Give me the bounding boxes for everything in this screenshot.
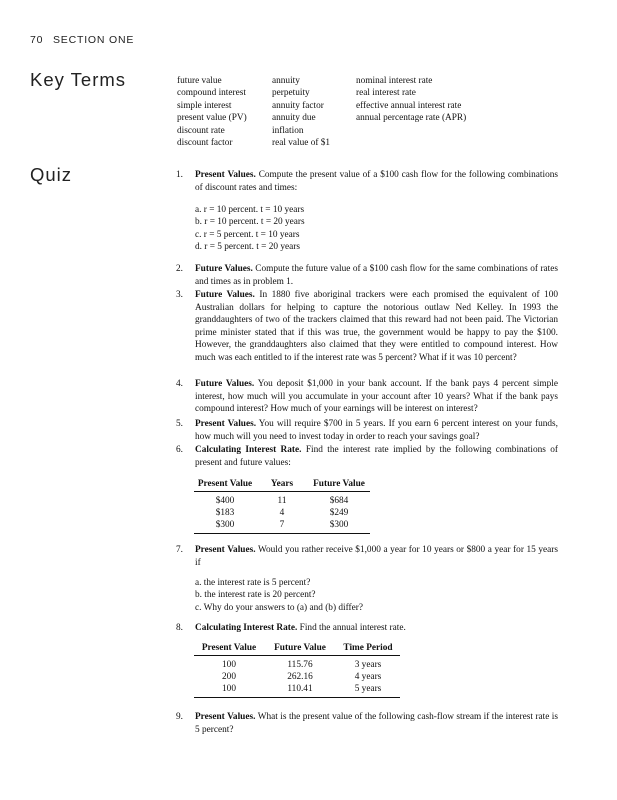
- question-label: Future Values.: [195, 264, 253, 274]
- term: effective annual interest rate: [356, 100, 462, 111]
- table-row: [194, 671, 400, 683]
- table-row: [194, 507, 370, 519]
- term: discount rate: [177, 125, 225, 136]
- question-label: Future Values.: [195, 290, 255, 300]
- question-label: Present Values.: [195, 419, 257, 429]
- list-item: a. the interest rate is 5 percent?: [195, 578, 311, 588]
- table-cell: 5 years: [336, 683, 400, 697]
- question-3: [176, 289, 558, 365]
- term: compound interest: [177, 88, 246, 99]
- term: inflation: [272, 125, 304, 136]
- table-cell: 200: [222, 672, 236, 683]
- running-head: [30, 34, 134, 46]
- list-item: a. r = 10 percent. t = 10 years: [195, 205, 305, 215]
- term: future value: [177, 76, 222, 86]
- question-text: Compute the present value of a $100 cash flow for the following combinations of discount rates and times:: [195, 170, 558, 193]
- question-label: Calculating Interest Rate.: [195, 445, 302, 455]
- question-text: You deposit $1,000 in your bank account. If the bank pays 4 percent simple interest, how much will you accumulate in your account after 10 years? What if the bank pays compound interest? How much of your earnings will be interest on interest?: [195, 379, 558, 415]
- table-cell: 7: [256, 519, 308, 533]
- term: annuity: [272, 76, 300, 86]
- question-1: [176, 169, 558, 194]
- question-number: 5.: [176, 419, 183, 429]
- column-header: Present Value: [194, 478, 256, 492]
- section-label: SECTION ONE: [53, 34, 135, 46]
- term: simple interest: [177, 100, 232, 111]
- table-row: [194, 656, 400, 672]
- question-7-items: [195, 577, 363, 614]
- question-6: [176, 444, 558, 469]
- question-text: Find the annual interest rate.: [299, 623, 406, 633]
- question-text: Would you rather receive $1,000 a year for 10 years or $800 a year for 15 years if: [195, 545, 559, 568]
- question-label: Present Values.: [195, 170, 256, 180]
- term: perpetuity: [272, 88, 310, 99]
- question-text: Compute the future value of a $100 cash flow for the same combinations of rates and times as in problem 1.: [195, 264, 558, 287]
- question-number: 8.: [176, 623, 183, 633]
- question-number: 2.: [176, 264, 183, 274]
- question-label: Future Values.: [195, 379, 255, 389]
- column-header: Future Value: [264, 642, 336, 656]
- table-cell: $300: [308, 519, 370, 533]
- table-cell: 100: [222, 660, 236, 670]
- term: annuity due: [272, 113, 316, 124]
- column-header: Years: [256, 478, 308, 492]
- table-cell: $300: [194, 519, 256, 533]
- table-cell: 3 years: [354, 660, 382, 670]
- column-header: Present Value: [194, 642, 264, 656]
- question-label: Calculating Interest Rate.: [195, 623, 298, 633]
- term: real interest rate: [356, 88, 416, 99]
- term: present value (PV): [177, 113, 247, 124]
- term: annual percentage rate (APR): [356, 113, 467, 124]
- question-label: Present Values.: [195, 712, 256, 722]
- question-6-table: [194, 478, 370, 534]
- term: annuity factor: [272, 100, 324, 111]
- question-8: [176, 622, 558, 635]
- table-cell: 11: [277, 496, 287, 506]
- column-header: Time Period: [336, 642, 400, 656]
- table-row: [194, 519, 370, 533]
- table-cell: $684: [329, 496, 349, 506]
- term: real value of $1: [272, 138, 331, 149]
- list-item: b. r = 10 percent. t = 20 years: [195, 217, 305, 228]
- question-5: [176, 418, 558, 443]
- question-number: 3.: [176, 290, 183, 300]
- term: nominal interest rate: [356, 76, 433, 86]
- page-number: 70: [30, 34, 44, 46]
- question-2: [176, 263, 558, 288]
- quiz-heading: Quiz: [30, 164, 73, 185]
- list-item: c. r = 5 percent. t = 10 years: [195, 229, 300, 240]
- question-9: [176, 711, 558, 736]
- question-text: Find the interest rate implied by the following combinations of present and future values:: [195, 445, 559, 468]
- key-terms-heading: Key Terms: [30, 69, 127, 90]
- table-row: [194, 683, 400, 697]
- question-text: You will require $700 in 5 years. If you earn 6 percent interest on your funds, how much will you need to invest today in order to reach your savings goal?: [195, 419, 558, 442]
- key-terms-column-3: [356, 75, 466, 125]
- question-number: 7.: [176, 545, 183, 555]
- table-cell: 262.16: [287, 672, 313, 683]
- question-number: 4.: [176, 379, 183, 389]
- term: discount factor: [177, 138, 233, 149]
- column-header: Future Value: [308, 478, 370, 492]
- question-number: 6.: [176, 445, 183, 455]
- table-cell: $183: [215, 508, 235, 519]
- list-item: d. r = 5 percent. t = 20 years: [195, 242, 300, 253]
- question-8-table: [194, 642, 400, 698]
- table-cell: $400: [215, 496, 235, 506]
- table-cell: $249: [329, 508, 349, 519]
- question-7: [176, 544, 558, 569]
- list-item: c. Why do your answers to (a) and (b) differ?: [195, 602, 363, 613]
- question-number: 1.: [176, 170, 183, 180]
- key-terms-column-2: [272, 75, 330, 149]
- question-1-items: [195, 204, 305, 254]
- table-cell: 4: [279, 508, 285, 519]
- question-4: [176, 378, 558, 416]
- question-label: Present Values.: [195, 545, 256, 555]
- table-cell: 4 years: [354, 672, 382, 683]
- list-item: b. the interest rate is 20 percent?: [195, 590, 316, 601]
- table-row: [194, 492, 370, 508]
- question-text: What is the present value of the following cash-flow stream if the interest rate is 5 percent?: [195, 712, 559, 735]
- question-text: In 1880 five aboriginal trackers were each promised the equivalent of 100 Australian dollars for helping to capture the notorious outlaw Ned Kelley. In 1993 the granddaughters of two of the trackers claimed that this reward had not been paid. The Victorian prime minister stated that if this was true, the government would be happy to pay the $100. However, the granddaughters also claimed that they were entitled to compound interest. How much was each entitled to if the interest rate was 5 percent? What if it was 10 percent?: [195, 290, 558, 363]
- table-cell: 110.41: [264, 683, 336, 697]
- key-terms-column-1: [177, 75, 247, 149]
- table-cell: 100: [194, 683, 264, 697]
- table-cell: 115.76: [287, 660, 313, 670]
- question-number: 9.: [176, 712, 183, 722]
